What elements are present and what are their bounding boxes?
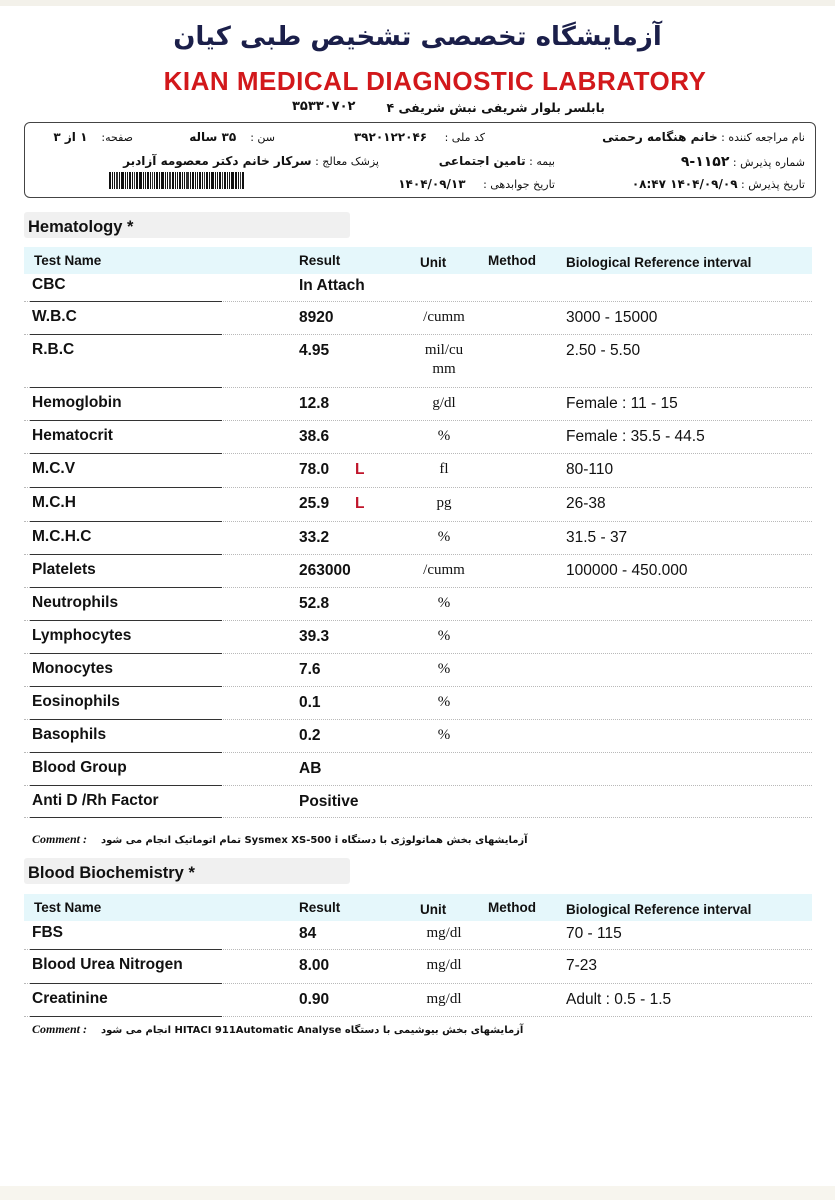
barcode-bar bbox=[116, 172, 118, 189]
age-field: سن : ۳۵ ساله bbox=[189, 130, 275, 144]
barcode-bar bbox=[186, 172, 189, 189]
barcode-bar bbox=[184, 172, 185, 189]
barcode-bar bbox=[150, 172, 151, 189]
barcode-bar bbox=[224, 172, 226, 189]
test-result: 7.6 bbox=[299, 661, 321, 678]
barcode-bar bbox=[125, 172, 126, 189]
barcode-bar bbox=[165, 172, 166, 189]
barcode-bar bbox=[129, 172, 131, 189]
test-result: 8920 bbox=[299, 309, 334, 326]
test-name: M.C.H.C bbox=[32, 528, 92, 545]
test-unit: % bbox=[437, 595, 451, 611]
barcode-bar bbox=[127, 172, 128, 189]
hematology-section-title: Hematology * bbox=[24, 212, 350, 238]
barcode-bar bbox=[235, 172, 237, 189]
test-unit: mg/dl bbox=[426, 957, 462, 973]
test-name: Anti D /Rh Factor bbox=[32, 792, 159, 809]
test-name: M.C.V bbox=[32, 460, 76, 477]
barcode-bar bbox=[238, 172, 239, 189]
test-result: AB bbox=[299, 760, 322, 777]
national-id-field: کد ملی : ۳۹۲۰۱۲۲۰۴۶ bbox=[353, 130, 485, 144]
table-row bbox=[24, 918, 812, 950]
reference-interval: 100000 - 450.000 bbox=[566, 562, 688, 579]
test-unit: mg/dl bbox=[426, 925, 462, 941]
lab-name-persian: آزمایشگاه تخصصی تشخیص طبی کیان bbox=[173, 22, 662, 52]
test-unit: /cumm bbox=[423, 562, 465, 578]
barcode-bar bbox=[190, 172, 191, 189]
test-name: Neutrophils bbox=[32, 594, 119, 611]
column-unit: Unit bbox=[420, 902, 447, 917]
test-unit: % bbox=[437, 628, 451, 644]
patient-info-box bbox=[24, 122, 816, 198]
test-name: Basophils bbox=[32, 726, 107, 743]
table-row bbox=[24, 302, 812, 335]
barcode-bar bbox=[217, 172, 218, 189]
barcode-bar bbox=[152, 172, 153, 189]
patient-name-field: نام مراجعه کننده : خانم هنگامه رحمتی bbox=[602, 130, 805, 144]
column-reference: Biological Reference interval bbox=[566, 902, 752, 917]
lab-address: بابلسر بلوار شریفی نبش شریفی ۴ bbox=[386, 100, 605, 115]
answer-date-field: تاریخ جوابدهی : ۱۴۰۴/۰۹/۱۳ bbox=[398, 177, 555, 191]
bottom-edge bbox=[0, 1186, 835, 1200]
barcode-bar bbox=[229, 172, 230, 189]
barcode-bar bbox=[177, 172, 178, 189]
test-unit: % bbox=[437, 428, 451, 444]
column-reference: Biological Reference interval bbox=[566, 255, 752, 270]
barcode-bar bbox=[134, 172, 135, 189]
barcode-bar bbox=[169, 172, 171, 189]
reference-interval: 7-23 bbox=[566, 957, 598, 974]
table-row bbox=[24, 786, 812, 818]
reference-interval: 70 - 115 bbox=[566, 925, 622, 942]
test-unit: mg/dl bbox=[426, 991, 462, 1007]
test-result: 0.2 bbox=[299, 727, 321, 744]
test-result: 8.00 bbox=[299, 957, 330, 974]
barcode bbox=[109, 172, 275, 189]
barcode-bar bbox=[167, 172, 168, 189]
barcode-bar bbox=[114, 172, 115, 189]
barcode-bar bbox=[222, 172, 223, 189]
test-unit: % bbox=[437, 529, 451, 545]
barcode-bar bbox=[240, 172, 241, 189]
test-name: Monocytes bbox=[32, 660, 113, 677]
table-row bbox=[24, 388, 812, 421]
test-name: Eosinophils bbox=[32, 693, 120, 710]
column-unit: Unit bbox=[420, 255, 447, 270]
barcode-bar bbox=[211, 172, 214, 189]
barcode-bar bbox=[209, 172, 210, 189]
table-row bbox=[24, 488, 812, 522]
barcode-bar bbox=[156, 172, 158, 189]
test-unit: % bbox=[437, 727, 451, 743]
barcode-bar bbox=[154, 172, 155, 189]
barcode-bar bbox=[136, 172, 138, 189]
test-name: Hemoglobin bbox=[32, 394, 122, 411]
barcode-bar bbox=[145, 172, 146, 189]
test-unit: pg bbox=[436, 495, 452, 511]
barcode-bar bbox=[182, 172, 183, 189]
barcode-bar bbox=[175, 172, 176, 189]
test-result: 33.2 bbox=[299, 529, 330, 546]
barcode-bar bbox=[161, 172, 164, 189]
reference-interval: 26-38 bbox=[566, 495, 606, 512]
test-name: Lymphocytes bbox=[32, 627, 132, 644]
test-unit: % bbox=[437, 661, 451, 677]
reference-interval: Female : 11 - 15 bbox=[566, 395, 678, 412]
test-name: Blood Group bbox=[32, 759, 127, 776]
test-name: M.C.H bbox=[32, 494, 76, 511]
barcode-bar bbox=[139, 172, 142, 189]
row-underline bbox=[30, 817, 222, 818]
column-result: Result bbox=[299, 900, 341, 915]
test-result: 4.95 bbox=[299, 342, 330, 359]
barcode-bar bbox=[109, 172, 111, 189]
reference-interval: Female : 35.5 - 44.5 bbox=[566, 428, 705, 445]
abnormal-flag: L bbox=[355, 461, 365, 478]
table-row bbox=[24, 984, 812, 1017]
barcode-bar bbox=[206, 172, 208, 189]
table-row bbox=[24, 522, 812, 555]
reference-interval: 31.5 - 37 bbox=[566, 529, 628, 546]
barcode-bar bbox=[132, 172, 133, 189]
reference-interval: Adult : 0.5 - 1.5 bbox=[566, 991, 672, 1008]
column-method: Method bbox=[488, 253, 536, 268]
reference-interval: 2.50 - 5.50 bbox=[566, 342, 641, 359]
column-method: Method bbox=[488, 900, 536, 915]
test-result: 0.1 bbox=[299, 694, 321, 711]
lab-name-english: KIAN MEDICAL DIAGNOSTIC LABRATORY bbox=[163, 66, 707, 96]
test-name: CBC bbox=[32, 276, 66, 293]
insurance-field: بیمه : تامین اجتماعی bbox=[438, 154, 555, 168]
column-test-name: Test Name bbox=[34, 900, 102, 915]
column-test-name: Test Name bbox=[34, 253, 102, 268]
top-edge bbox=[0, 0, 835, 6]
barcode-bar bbox=[147, 172, 149, 189]
test-unit: % bbox=[437, 694, 451, 710]
table-row bbox=[24, 335, 812, 388]
barcode-bar bbox=[242, 172, 244, 189]
lab-phone: ۳۵۳۳۰۷۰۲ bbox=[292, 99, 356, 114]
barcode-bar bbox=[159, 172, 160, 189]
test-unit: /cumm bbox=[423, 309, 465, 325]
table-row bbox=[24, 621, 812, 654]
barcode-bar bbox=[143, 172, 144, 189]
barcode-bar bbox=[172, 172, 174, 189]
test-unit: g/dl bbox=[432, 395, 456, 411]
barcode-bar bbox=[202, 172, 203, 189]
table-row bbox=[24, 720, 812, 753]
test-result: 25.9 bbox=[299, 495, 330, 512]
biochemistry-comment: Comment : آزمایشهای بخش بیوشیمی با دستگاه HITACI 911Automatic Analyse انجام می شود bbox=[32, 1022, 524, 1036]
test-name: Platelets bbox=[32, 561, 96, 578]
test-name: W.B.C bbox=[32, 308, 77, 325]
doctor-field: پزشک معالج : سرکار خانم دکتر معصومه آزادبر bbox=[123, 154, 379, 168]
test-result: 52.8 bbox=[299, 595, 330, 612]
test-unit: mil/cu mm bbox=[424, 342, 464, 377]
test-result: 78.0 bbox=[299, 461, 330, 478]
barcode-bar bbox=[199, 172, 201, 189]
table-row bbox=[24, 555, 812, 588]
table-row bbox=[24, 950, 812, 984]
test-unit: fl bbox=[439, 461, 449, 477]
test-result: 39.3 bbox=[299, 628, 330, 645]
barcode-bar bbox=[215, 172, 216, 189]
table-row bbox=[24, 421, 812, 454]
test-name: Creatinine bbox=[32, 990, 108, 1007]
table-row bbox=[24, 454, 812, 488]
test-name: FBS bbox=[32, 924, 63, 941]
table-row bbox=[24, 753, 812, 786]
table-row bbox=[24, 588, 812, 621]
barcode-bar bbox=[204, 172, 205, 189]
barcode-bar bbox=[192, 172, 194, 189]
column-result: Result bbox=[299, 253, 341, 268]
abnormal-flag: L bbox=[355, 495, 365, 512]
test-result: 263000 bbox=[299, 562, 351, 579]
barcode-bar bbox=[231, 172, 234, 189]
biochemistry-section-title: Blood Biochemistry * bbox=[24, 858, 350, 884]
page-number-field: صفحه: ۱ از ۳ bbox=[53, 130, 133, 144]
barcode-bar bbox=[219, 172, 221, 189]
test-result: 0.90 bbox=[299, 991, 330, 1008]
barcode-bar bbox=[121, 172, 124, 189]
test-result: 38.6 bbox=[299, 428, 330, 445]
row-underline bbox=[30, 1016, 222, 1017]
test-name: Blood Urea Nitrogen bbox=[32, 956, 183, 973]
barcode-bar bbox=[227, 172, 228, 189]
reference-interval: 80-110 bbox=[566, 461, 614, 478]
test-result: 84 bbox=[299, 925, 317, 942]
test-result: Positive bbox=[299, 793, 359, 810]
table-row bbox=[24, 270, 812, 302]
biochemistry-column-header bbox=[24, 894, 812, 921]
table-row bbox=[24, 654, 812, 687]
test-name: Hematocrit bbox=[32, 427, 113, 444]
reception-number-field: شماره پذیرش : ۱۱۵۲-۹ bbox=[680, 154, 805, 170]
barcode-bar bbox=[119, 172, 120, 189]
barcode-bar bbox=[179, 172, 181, 189]
reception-date-field: تاریخ پذیرش : ۱۴۰۴/۰۹/۰۹ ۰۸:۴۷ bbox=[631, 177, 805, 191]
barcode-bar bbox=[197, 172, 198, 189]
test-result: In Attach bbox=[299, 277, 365, 294]
test-result: 12.8 bbox=[299, 395, 330, 412]
reference-interval: 3000 - 15000 bbox=[566, 309, 658, 326]
table-row bbox=[24, 687, 812, 720]
barcode-bar bbox=[112, 172, 113, 189]
test-name: R.B.C bbox=[32, 341, 75, 358]
barcode-bar bbox=[195, 172, 196, 189]
hematology-comment: Comment : آزمایشهای بخش هماتولوژی با دستگاه Sysmex XS-500 i تمام اتوماتیک انجام می شود bbox=[32, 832, 528, 846]
